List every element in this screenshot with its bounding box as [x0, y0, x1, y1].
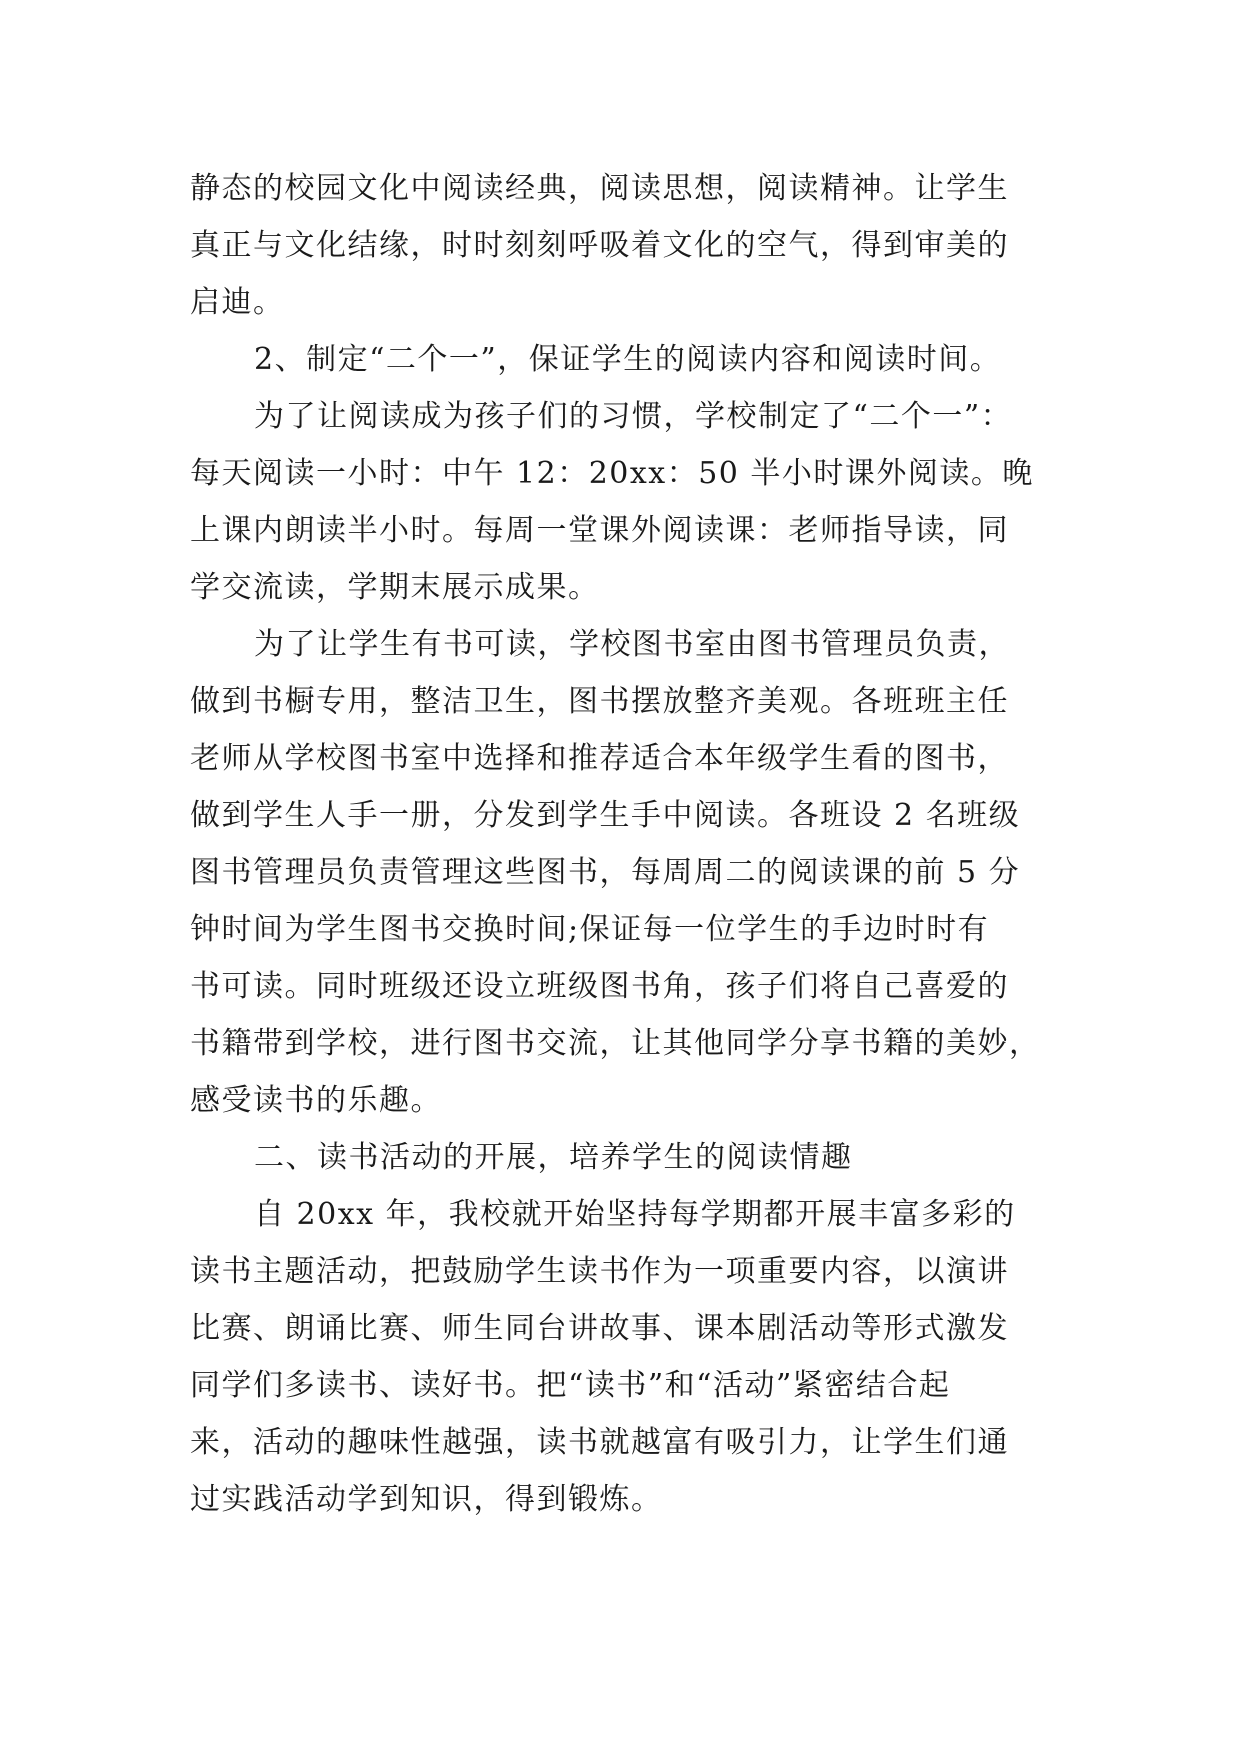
- section-heading: 2、制定“二个一”，保证学生的阅读内容和阅读时间。: [254, 342, 1002, 377]
- section-heading: 二、读书活动的开展，培养学生的阅读情趣: [254, 1140, 853, 1175]
- text-line: 钟时间为学生图书交换时间;保证每一位学生的手边时时有: [190, 912, 990, 947]
- text-line: 静态的校园文化中阅读经典，阅读思想，阅读精神。让学生: [190, 171, 1009, 206]
- text-line: 上课内朗读半小时。每周一堂课外阅读课：老师指导读，同: [190, 513, 1009, 548]
- text-line: 过实践活动学到知识，得到锻炼。: [190, 1482, 663, 1517]
- document-body: [190, 160, 1050, 1528]
- text-line: 同学们多读书、读好书。把“读书”和“活动”紧密结合起: [190, 1368, 951, 1403]
- text-line: 读书主题活动，把鼓励学生读书作为一项重要内容，以演讲: [190, 1254, 1009, 1289]
- text-line: 为了让学生有书可读，学校图书室由图书管理员负责，: [254, 627, 1010, 662]
- text-line: 启迪。: [190, 285, 285, 320]
- text-line: 感受读书的乐趣。: [190, 1083, 442, 1118]
- text-line: 来，活动的趣味性越强，读书就越富有吸引力，让学生们通: [190, 1425, 1009, 1460]
- text-line: 为了让阅读成为孩子们的习惯，学校制定了“二个一”：: [254, 399, 1013, 434]
- text-line: 做到学生人手一册，分发到学生手中阅读。各班设 2 名班级: [190, 798, 1021, 833]
- text-line: 自 20xx 年，我校就开始坚持每学期都开展丰富多彩的: [254, 1197, 1016, 1232]
- text-line: 做到书橱专用，整洁卫生，图书摆放整齐美观。各班班主任: [190, 684, 1009, 719]
- text-line: 书可读。同时班级还设立班级图书角，孩子们将自己喜爱的: [190, 969, 1009, 1004]
- text-line: 书籍带到学校，进行图书交流，让其他同学分享书籍的美妙，: [190, 1026, 1041, 1061]
- text-line: 每天阅读一小时：中午 12：20xx：50 半小时课外阅读。晚: [190, 456, 1034, 491]
- text-line: 比赛、朗诵比赛、师生同台讲故事、课本剧活动等形式激发: [190, 1311, 1009, 1346]
- text-line: 图书管理员负责管理这些图书，每周周二的阅读课的前 5 分: [190, 855, 1021, 890]
- text-line: 学交流读，学期末展示成果。: [190, 570, 600, 605]
- text-line: 真正与文化结缘，时时刻刻呼吸着文化的空气，得到审美的: [190, 228, 1009, 263]
- text-line: 老师从学校图书室中选择和推荐适合本年级学生看的图书，: [190, 741, 1009, 776]
